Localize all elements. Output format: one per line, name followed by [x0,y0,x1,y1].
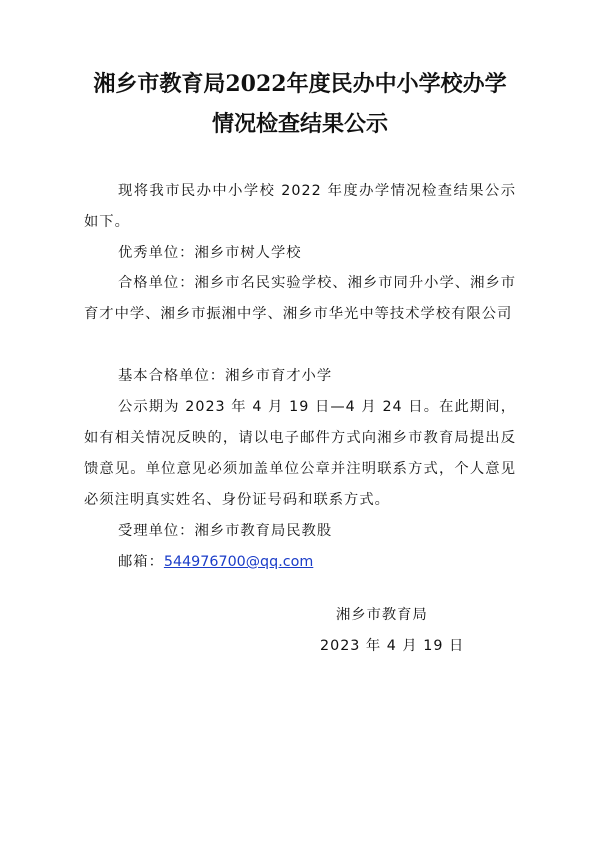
excellent-units-value: 湘乡市树人学校 [194,245,302,261]
qualified-units-value: 湘乡市名民实验学校、湘乡市同升小学、湘乡市育才中学、湘乡市振湘中学、湘乡市华光中等技术学校有限公司 [84,275,517,322]
notice-paragraph: 公示期为 2023 年 4 月 19 日—4 月 24 日。在此期间，如有相关情况反映的，请以电子邮件方式向湘乡市教育局提出反馈意见。单位意见必须加盖单位公章并注明联系方式，个人意见必须注明真实姓名、身份证号码和联系方式。 [84,399,516,508]
qualified-units-paragraph [84,268,516,330]
basic-qualified-units-value: 湘乡市育才小学 [225,368,333,384]
handler-paragraph [84,516,516,547]
basic-qualified-units-label: 基本合格单位： [118,368,226,384]
intro-paragraph: 现将我市民办中小学校 2022 年度办学情况检查结果公示如下。 [84,183,516,230]
basic-qualified-units-paragraph [84,361,516,392]
document-title-line-2: 情况检查结果公示 [211,111,388,137]
signature-organization: 湘乡市教育局 [336,607,428,623]
excellent-units-label: 优秀单位： [118,245,195,261]
handler-value: 湘乡市教育局民教股 [194,523,333,539]
qualified-units-label: 合格单位： [118,275,195,291]
signature-date: 2023 年 4 月 19 日 [320,638,465,654]
excellent-units-paragraph [84,238,516,269]
document-title-line-1: 湘乡市教育局2022年度民办中小学校办学 [93,71,507,97]
email-paragraph [84,547,516,578]
email-link[interactable]: 544976700@qq.com [163,554,314,570]
handler-label: 受理单位： [118,523,195,539]
email-label: 邮箱： [118,554,164,570]
